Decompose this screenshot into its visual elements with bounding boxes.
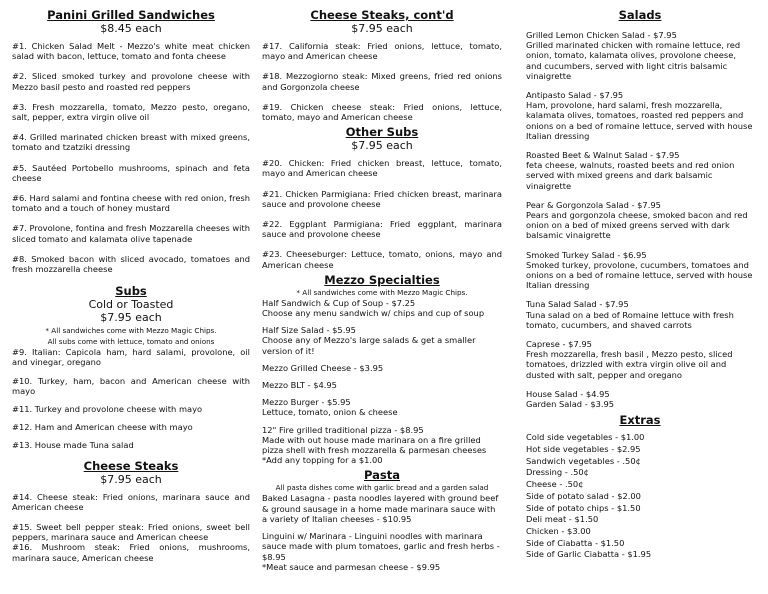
extra-item: Hot side vegetables - $2.95 [526,444,641,454]
menu-item: #11. Turkey and provolone cheese with mayo [12,404,203,415]
other-subs-price: $7.95 each [351,139,413,153]
menu-item: Half Sandwich & Cup of Soup - $7.25 Choose any menu sandwich w/ chips and cup of soup [262,297,485,319]
menu-item: Roasted Beet & Walnut Salad - $7.95 feta cheese, walnuts, roasted beets and red onion served with mixed greens and dark balsamic vinaigrette [526,150,735,191]
extras-heading: Extras [619,413,661,428]
menu-item: Tuna Salad Salad - $7.95 Tuna salad on a bed of Romaine lettuce with fresh tomato, cucumbers, and shaved carrots [526,299,734,330]
menu-item: 12" Fire grilled traditional pizza - $8.95 Made with out house made marinara on a fire grilled pizza shell with fresh mozzarella & parmesan cheeses *Add any topping for a $1.00 [262,424,487,466]
menu-item: #19. Chicken cheese steak: Fried onions, lettuce, tomato, mayo and American cheese [262,101,502,123]
menu-item: Antipasto Salad - $7.95 Ham, provolone, hard salami, fresh mozzarella, kalamata olives, tomatoes, roasted red peppers and onions on a bed of romaine lettuce, served with house Italian dressing [526,90,753,141]
menu-item: Mezzo BLT - $4.95 [262,380,337,391]
panini-heading: Panini Grilled Sandwiches [47,8,215,22]
subs-note: All subs come with lettuce, tomato and onions [47,337,215,347]
cheese-steaks-cont-heading: Cheese Steaks, cont'd [310,8,454,22]
menu-item: #10. Turkey, ham, bacon and American cheese with mayo [12,375,250,396]
cheese-steaks-price: $7.95 each [100,472,162,486]
extra-item: Side of potato salad - $2.00 [526,490,641,501]
panini-price: $8.45 each [100,22,162,35]
menu-item: Mezzo Grilled Cheese - $3.95 [262,362,384,373]
cheese-steaks-cont-price: $7.95 each [351,22,413,35]
menu-item: #17. California steak: Fried onions, lettuce, tomato, mayo and American cheese [262,41,502,62]
subs-note: * All sandwiches come with Mezzo Magic Chips. [45,326,217,336]
menu-item: #9. Italian: Capicola ham, hard salami, provolone, oil and vinegar, oregano [12,347,250,368]
pasta-note: All pasta dishes come with garlic bread and a garden salad [275,483,489,493]
menu-item: #21. Chicken Parmigiana: Fried chicken breast, marinara sauce and provolone cheese [262,188,502,209]
menu-item: Linguini w/ Marinara - Linguini noodles with marinara sauce made with plum tomatoes, garlic and fresh herbs - $8.95 *Meat sauce and parmesan cheese - $9.95 [262,531,500,572]
menu-item: Half Size Salad - $5.95 Choose any of Mezzo's large salads & get a smaller version of it! [262,325,476,356]
menu-item: #4. Grilled marinated chicken breast with mixed greens, tomato and tzatziki dressing [12,132,250,153]
column-right [526,8,754,561]
extra-item: Dressing - .50¢ [526,467,589,478]
menu-item: #23. Cheeseburger: Lettuce, tomato, onions, mayo and American cheese [262,249,502,270]
menu-item: #2. Sliced smoked turkey and provolone cheese with Mezzo basil pesto and roasted red peppers [12,71,250,92]
menu-item: House Salad - $4.95 Garden Salad - $3.95 [526,388,615,410]
menu-item: #6. Hard salami and fontina cheese with red onion, fresh tomato and a touch of honey mustard [12,193,250,214]
subs-subtitle: Cold or Toasted [88,298,174,312]
other-subs-heading: Other Subs [345,125,419,140]
extra-item: Side of potato chips - $1.50 [526,502,641,513]
menu-item: #5. Sautéed Portobello mushrooms, spinach and feta cheese [12,162,250,183]
extra-item: Deli meat - $1.50 [526,514,599,525]
cheese-steaks-heading: Cheese Steaks [83,458,179,473]
menu-item: #22. Eggplant Parmigiana: Fried eggplant, marinara sauce and provolone cheese [262,219,502,240]
column-left [12,8,250,563]
extra-item: Cheese - .50¢ [526,479,584,490]
menu-item: #1. Chicken Salad Melt - Mezzo's white meat chicken salad with bacon, lettuce, tomato and fonta cheese [12,41,250,62]
subs-price: $7.95 each [100,311,162,325]
menu-item: Caprese - $7.95 Fresh mozzarella, fresh basil , Mezzo pesto, sliced tomatoes, drizzled with extra virgin olive oil and dusted with salt, pepper and oregano [526,339,733,380]
salads-heading: Salads [618,8,662,22]
menu-item: #12. Ham and American cheese with mayo [12,422,193,433]
extra-item: Chicken - $3.00 [526,525,591,536]
menu-item: Baked Lasagna - pasta noodles layered with ground beef & ground sausage in a home made marinara sauce with a variety of Italian cheeses - $10.95 [262,493,499,524]
extra-item: Side of Ciabatta - $1.50 [526,537,625,548]
extra-item: Side of Garlic Ciabatta - $1.95 [526,549,652,560]
menu-item: #13. House made Tuna salad [12,440,134,451]
menu-item: #18. Mezzogiorno steak: Mixed greens, fried red onions and Gorgonzola cheese [262,71,502,92]
menu-item: #15. Sweet bell pepper steak: Fried onions, sweet bell peppers, marinara sauce and American cheese [12,522,250,543]
pasta-heading: Pasta [364,468,400,483]
specialties-note: * All sandwiches come with Mezzo Magic Chips. [296,287,468,297]
extra-item: Sandwich vegetables - .50¢ [526,455,641,466]
menu-item: #16. Mushroom steak: Fried onions, mushrooms, marinara sauce, American cheese [12,542,250,563]
menu-item: #3. Fresh mozzarella, tomato, Mezzo pesto, oregano, salt, pepper, extra virgin olive oil [12,101,250,123]
subs-heading: Subs [115,284,147,299]
menu-item: Grilled Lemon Chicken Salad - $7.95 Grilled marinated chicken with romaine lettuce, red onion, tomato, kalamata olives, provolone cheese, and cucumbers, served with light citris balsamic vinaigrette [526,30,741,81]
column-middle [262,8,502,572]
menu-item: #20. Chicken: Fried chicken breast, lettuce, tomato, mayo and American cheese [262,158,502,179]
menu-item: #8. Smoked bacon with sliced avocado, tomatoes and fresh mozzarella cheese [12,253,250,275]
menu-item: Mezzo Burger - $5.95 Lettuce, tomato, onion & cheese [262,397,398,418]
menu-item: Smoked Turkey Salad - $6.95 Smoked turkey, provolone, cucumbers, tomatoes and onions on a bed of romaine lettuce, served with house Italian dressing [526,249,753,291]
menu-item: #7. Provolone, fontina and fresh Mozzarella cheeses with sliced tomato and kalamata olive tapenade [12,223,250,244]
menu-item: Pear & Gorgonzola Salad - $7.95 Pears and gorgonzola cheese, smoked bacon and red onion on a bed of mixed greens served with dark balsamic vinaigrette [526,199,748,241]
extra-item: Cold side vegetables - $1.00 [526,432,645,443]
specialties-heading: Mezzo Specialties [324,272,440,287]
menu-item: #14. Cheese steak: Fried onions, marinara sauce and American cheese [12,491,250,512]
